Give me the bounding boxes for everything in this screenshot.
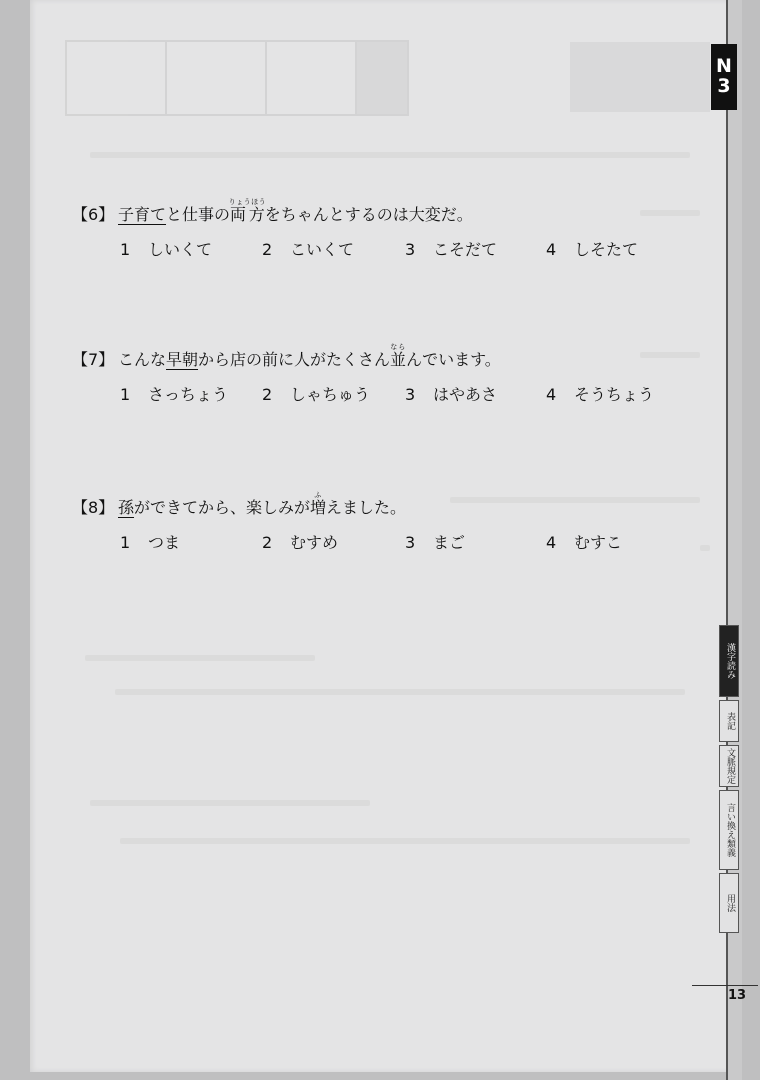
- choice-2[interactable]: [262, 382, 370, 405]
- level-tab-number: 3: [717, 75, 731, 97]
- show-through-line: [700, 545, 710, 551]
- question-6: [72, 198, 639, 261]
- choice-text: しゃちゅう: [290, 385, 371, 404]
- level-tab-letter: N: [716, 55, 732, 78]
- choice-number: 3: [405, 385, 416, 404]
- section-tab-kanji-reading: 漢字読み: [719, 625, 739, 697]
- choice-text: そうちょう: [574, 385, 655, 404]
- choice-text: まご: [433, 533, 466, 552]
- choice-number: 1: [120, 240, 131, 259]
- section-tab-usage: 用法: [719, 873, 739, 933]
- choice-1[interactable]: [120, 382, 228, 405]
- question-text: [118, 343, 501, 370]
- question-sentence: [72, 491, 406, 518]
- choice-number: 4: [546, 240, 557, 259]
- choice-number: 2: [262, 533, 273, 552]
- choice-number: 1: [120, 385, 131, 404]
- furigana: ふ: [310, 491, 327, 499]
- show-through-line: [90, 800, 370, 806]
- choice-2[interactable]: [262, 530, 338, 553]
- question-number: 【6】: [72, 205, 115, 224]
- choice-text: しそたて: [574, 240, 639, 259]
- sentence-part: と仕事の: [166, 205, 231, 224]
- choice-number: 2: [262, 240, 273, 259]
- ruby-word: [228, 198, 267, 224]
- choice-text: こいくて: [290, 240, 355, 259]
- question-8: [72, 491, 623, 554]
- sentence-part: をちゃんとするのは大変だ。: [264, 205, 473, 224]
- choice-number: 2: [262, 385, 273, 404]
- choice-1[interactable]: [120, 530, 180, 553]
- question-number: 【8】: [72, 498, 115, 517]
- answer-choices: [72, 530, 623, 554]
- choice-text: こそだて: [433, 240, 498, 259]
- choice-text: はやあさ: [433, 385, 498, 404]
- underlined-target: 子育て: [118, 205, 167, 224]
- section-tab-context: 文脈規定: [719, 745, 739, 787]
- level-tab: [711, 44, 737, 110]
- question-text: [118, 198, 473, 225]
- choice-number: 3: [405, 533, 416, 552]
- underlined-target: 孫: [118, 498, 135, 517]
- choice-4[interactable]: [546, 237, 638, 260]
- kanji-base: 増: [310, 498, 327, 517]
- sentence-part: から店の前に人がたくさん: [198, 350, 391, 369]
- section-tab-notation: 表記: [719, 700, 739, 742]
- question-sentence: [72, 343, 501, 370]
- page-number: 13: [722, 985, 758, 1003]
- choice-number: 4: [546, 385, 557, 404]
- choice-4[interactable]: [546, 382, 654, 405]
- ruby-word: [390, 343, 407, 369]
- choice-text: しいくて: [148, 240, 213, 259]
- sentence-part: ができてから、楽しみが: [134, 498, 311, 517]
- ruby-word: [310, 491, 327, 517]
- furigana: なら: [390, 343, 407, 351]
- question-number: 【7】: [72, 350, 115, 369]
- show-through-box: [570, 42, 710, 112]
- choice-3[interactable]: [405, 237, 497, 260]
- choice-text: さっちょう: [148, 385, 229, 404]
- show-through-line: [640, 210, 700, 216]
- show-through-line: [120, 838, 690, 844]
- underlined-target: 早朝: [166, 350, 199, 369]
- choice-number: 1: [120, 533, 131, 552]
- kanji-base: 両方: [228, 205, 267, 224]
- choice-text: つま: [148, 533, 181, 552]
- furigana: りょうほう: [228, 198, 267, 206]
- question-sentence: [72, 198, 473, 225]
- choice-1[interactable]: [120, 237, 212, 260]
- show-through-line: [640, 352, 700, 358]
- kanji-base: 並: [390, 350, 407, 369]
- answer-choices: [72, 237, 639, 261]
- question-text: [118, 491, 406, 518]
- choice-text: むすめ: [290, 533, 339, 552]
- sentence-part: こんな: [118, 350, 167, 369]
- choice-3[interactable]: [405, 530, 465, 553]
- show-through-line: [90, 152, 690, 158]
- choice-number: 4: [546, 533, 557, 552]
- question-7: [72, 343, 655, 406]
- show-through-table: [65, 40, 409, 116]
- sentence-part: んでいます。: [406, 350, 501, 369]
- choice-2[interactable]: [262, 237, 354, 260]
- show-through-line: [450, 497, 700, 503]
- choice-text: むすこ: [574, 533, 623, 552]
- choice-number: 3: [405, 240, 416, 259]
- choice-3[interactable]: [405, 382, 497, 405]
- show-through-line: [85, 655, 315, 661]
- sentence-part: えました。: [326, 498, 407, 517]
- answer-choices: [72, 382, 655, 406]
- section-tabs: [719, 625, 739, 936]
- show-through-line: [115, 689, 685, 695]
- choice-4[interactable]: [546, 530, 622, 553]
- section-tab-paraphrase: 言い換え類義: [719, 790, 739, 870]
